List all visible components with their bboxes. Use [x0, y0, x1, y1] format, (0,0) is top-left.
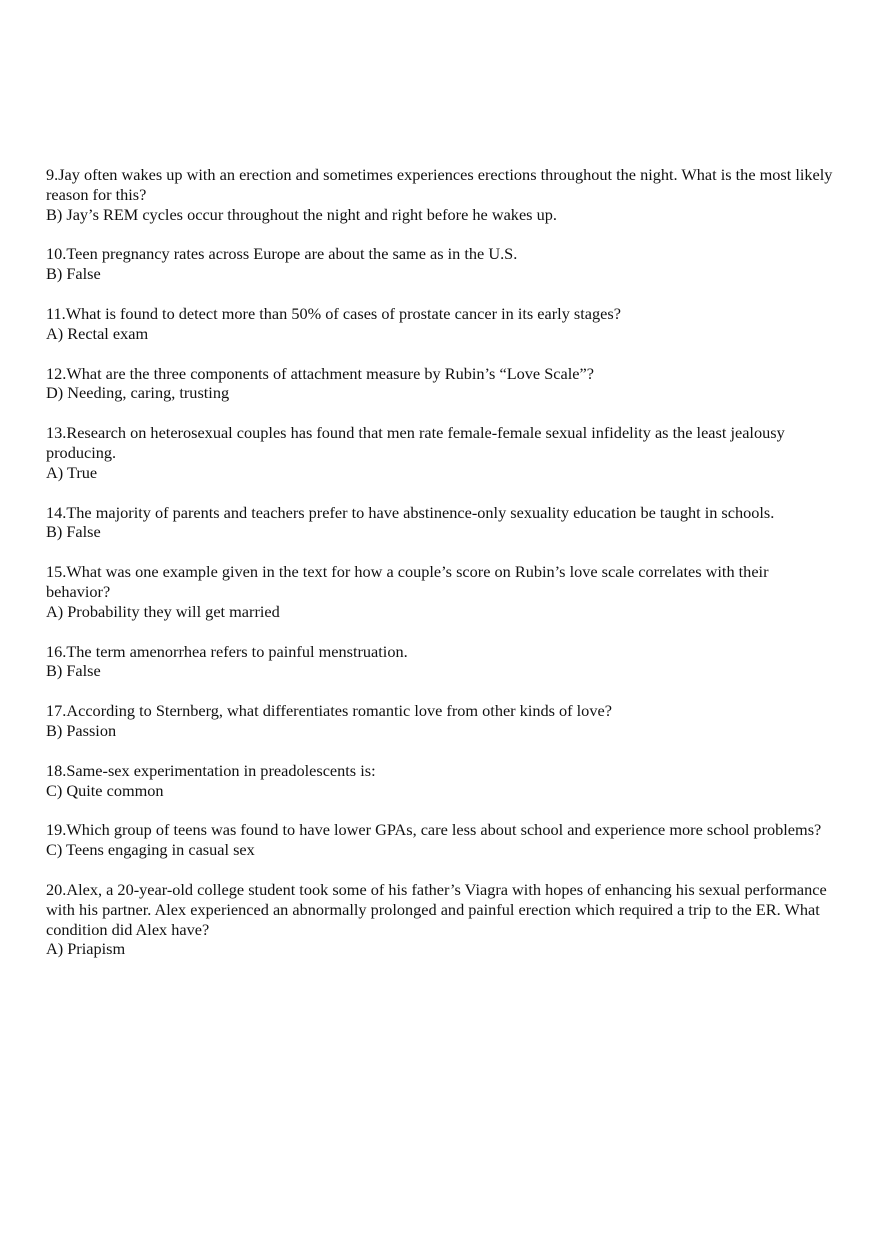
- answer-text: A) Priapism: [46, 939, 126, 959]
- question-text: 9.Jay often wakes up with an erection and sometimes experiences erections throughout the night. What is the most likely reason for this?: [46, 165, 833, 204]
- question-text: 20.Alex, a 20-year-old college student took some of his father’s Viagra with hopes of enhancing his sexual performance with his partner. Alex experienced an abnormally prolonged and painful erection which required a trip to the ER. What condition did Alex have?: [46, 879, 827, 939]
- answer-text: A) Probability they will get married: [46, 601, 280, 621]
- question-item: [46, 244, 836, 284]
- question-list: [46, 165, 836, 979]
- answer-text: B) Jay’s REM cycles occur throughout the night and right before he wakes up.: [46, 204, 557, 224]
- answer-text: C) Quite common: [46, 780, 164, 800]
- question-item: [46, 562, 836, 621]
- question-item: [46, 165, 836, 224]
- answer-text: B) False: [46, 522, 101, 542]
- answer-text: B) False: [46, 661, 101, 681]
- question-text: 12.What are the three components of attachment measure by Rubin’s “Love Scale”?: [46, 363, 594, 383]
- question-item: [46, 364, 836, 404]
- question-item: [46, 880, 836, 959]
- question-item: [46, 642, 836, 682]
- question-item: [46, 304, 836, 344]
- question-item: [46, 503, 836, 543]
- question-item: [46, 761, 836, 801]
- question-text: 14.The majority of parents and teachers prefer to have abstinence-only sexuality education be taught in schools.: [46, 502, 775, 522]
- question-item: [46, 701, 836, 741]
- question-item: [46, 820, 836, 860]
- answer-text: C) Teens engaging in casual sex: [46, 840, 255, 860]
- question-text: 11.What is found to detect more than 50% of cases of prostate cancer in its early stages?: [46, 303, 621, 323]
- question-text: 16.The term amenorrhea refers to painful menstruation.: [46, 641, 408, 661]
- question-text: 13.Research on heterosexual couples has found that men rate female-female sexual infidelity as the least jealousy producing.: [46, 423, 785, 462]
- question-text: 17.According to Sternberg, what differentiates romantic love from other kinds of love?: [46, 701, 612, 721]
- answer-text: B) Passion: [46, 720, 117, 740]
- question-item: [46, 423, 836, 482]
- answer-text: B) False: [46, 264, 101, 284]
- question-text: 15.What was one example given in the text for how a couple’s score on Rubin’s love scale correlates with their behavior?: [46, 562, 769, 601]
- question-text: 19.Which group of teens was found to have lower GPAs, care less about school and experience more school problems?: [46, 820, 822, 840]
- answer-text: A) True: [46, 462, 98, 482]
- question-text: 18.Same-sex experimentation in preadolescents is:: [46, 760, 376, 780]
- question-text: 10.Teen pregnancy rates across Europe are about the same as in the U.S.: [46, 244, 518, 264]
- answer-text: A) Rectal exam: [46, 323, 149, 343]
- answer-text: D) Needing, caring, trusting: [46, 383, 230, 403]
